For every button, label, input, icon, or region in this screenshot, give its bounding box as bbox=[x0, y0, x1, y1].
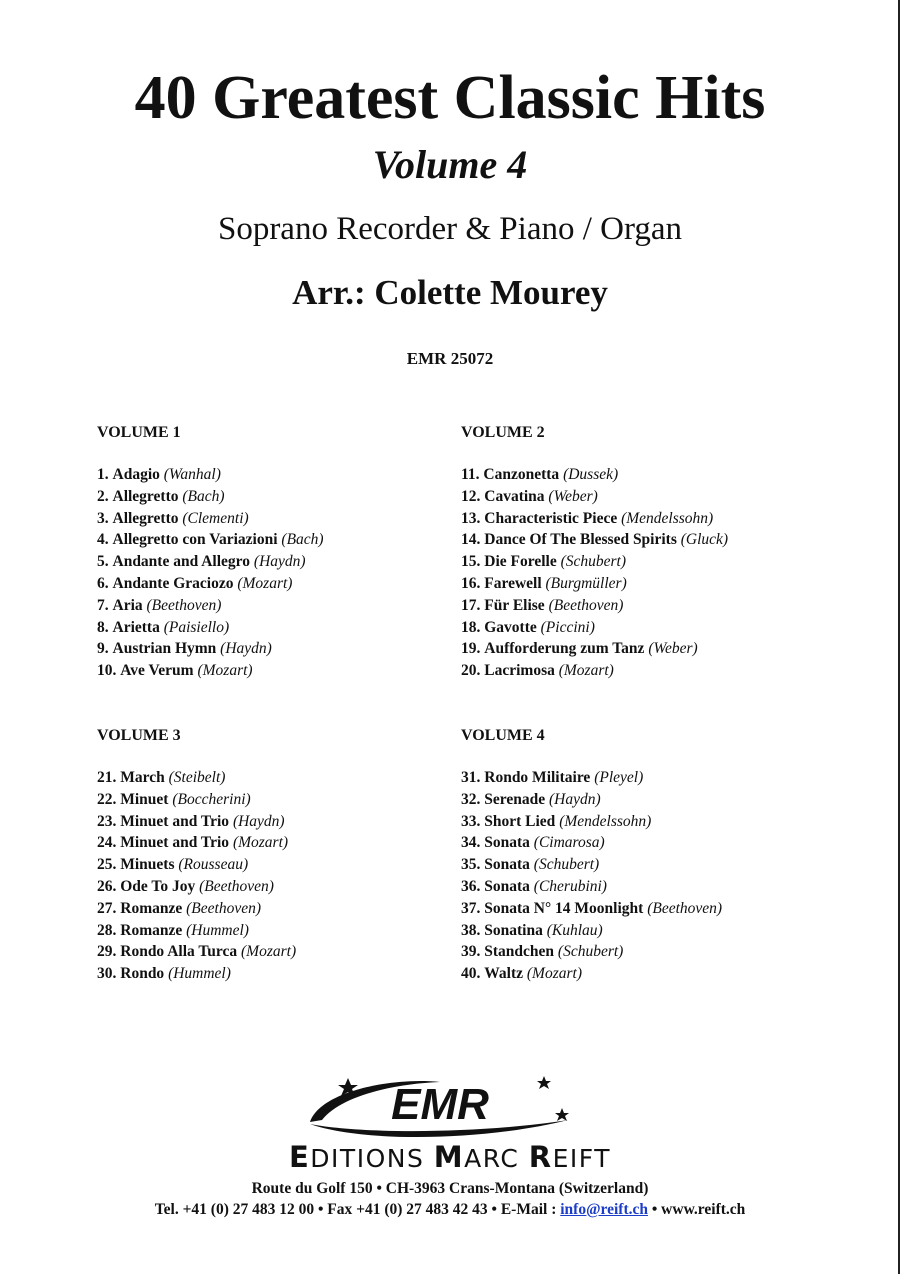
piece-title: Minuet and Trio bbox=[120, 812, 230, 830]
list-item bbox=[461, 789, 861, 811]
list-item bbox=[97, 963, 497, 985]
list-item bbox=[461, 508, 861, 530]
list-item bbox=[461, 660, 861, 682]
list-item bbox=[461, 638, 861, 660]
piece-title: Arietta bbox=[112, 618, 160, 636]
volume-4-list bbox=[461, 726, 861, 985]
list-item bbox=[97, 573, 497, 595]
list-item bbox=[97, 811, 497, 833]
piece-title: Rondo bbox=[120, 965, 165, 983]
piece-title: Minuet and Trio bbox=[120, 834, 230, 852]
piece-title: Allegretto bbox=[112, 487, 179, 505]
composer-name: (Haydn) bbox=[232, 812, 285, 830]
piece-title: Ave Verum bbox=[120, 662, 194, 680]
volume-heading: VOLUME 4 bbox=[461, 727, 545, 744]
piece-number: 17. bbox=[461, 596, 481, 614]
piece-number: 26. bbox=[97, 877, 117, 895]
composer-name: (Haydn) bbox=[253, 553, 306, 571]
piece-number: 32. bbox=[461, 790, 481, 808]
piece-title: March bbox=[120, 769, 165, 786]
piece-title: Rondo Militaire bbox=[484, 769, 591, 786]
list-item bbox=[461, 486, 861, 508]
list-item bbox=[97, 529, 497, 551]
composer-name: (Schubert) bbox=[560, 553, 626, 571]
piece-number: 35. bbox=[461, 856, 481, 874]
list-item bbox=[97, 464, 497, 486]
composer-name: (Boccherini) bbox=[172, 790, 251, 808]
email-link[interactable]: info@reift.ch bbox=[560, 1201, 648, 1218]
composer-name: (Mozart) bbox=[237, 574, 293, 592]
list-item bbox=[461, 941, 861, 963]
piece-number: 10. bbox=[97, 662, 117, 680]
piece-number: 34. bbox=[461, 834, 481, 852]
list-item bbox=[97, 920, 497, 942]
composer-name: (Haydn) bbox=[220, 640, 272, 658]
volume-2-list bbox=[461, 423, 861, 682]
composer-name: (Schubert) bbox=[557, 943, 624, 961]
piece-number: 31. bbox=[461, 769, 481, 786]
arranger: Arr.: Colette Mourey bbox=[292, 273, 608, 312]
composer-name: (Wanhal) bbox=[163, 466, 221, 483]
composer-name: (Bach) bbox=[182, 487, 225, 505]
piece-number: 40. bbox=[461, 965, 481, 983]
composer-name: (Gluck) bbox=[680, 531, 729, 549]
publisher-initial: R bbox=[528, 1140, 553, 1174]
volume-3-list bbox=[97, 726, 497, 985]
list-item bbox=[461, 898, 861, 920]
piece-title: Serenade bbox=[484, 790, 546, 808]
piece-number: 22. bbox=[97, 790, 117, 808]
piece-number: 16. bbox=[461, 574, 481, 592]
piece-number: 39. bbox=[461, 943, 481, 961]
catalog-number: EMR 25072 bbox=[406, 349, 494, 368]
piece-title: Gavotte bbox=[484, 618, 537, 636]
piece-number: 24. bbox=[97, 834, 117, 852]
list-item bbox=[97, 854, 497, 876]
composer-name: (Mozart) bbox=[558, 662, 614, 680]
piece-title: Sonata bbox=[484, 877, 530, 895]
piece-title: Aufforderung zum Tanz bbox=[484, 640, 645, 658]
piece-number: 14. bbox=[461, 531, 481, 549]
composer-name: (Steibelt) bbox=[168, 769, 226, 786]
volume-heading: VOLUME 1 bbox=[97, 424, 181, 441]
piece-title: Sonatina bbox=[484, 921, 543, 939]
emr-logo bbox=[300, 1072, 580, 1142]
piece-title: Minuet bbox=[120, 790, 169, 808]
instrumentation: Soprano Recorder & Piano / Organ bbox=[217, 211, 683, 247]
piece-number: 38. bbox=[461, 921, 481, 939]
list-item bbox=[97, 617, 497, 639]
piece-number: 18. bbox=[461, 618, 481, 636]
composer-name: (Mendelssohn) bbox=[559, 812, 652, 830]
composer-name: (Rousseau) bbox=[178, 856, 249, 874]
volume-heading: VOLUME 2 bbox=[461, 424, 545, 441]
list-item bbox=[97, 486, 497, 508]
composer-name: (Mendelssohn) bbox=[621, 509, 714, 527]
composer-name: (Cherubini) bbox=[533, 877, 607, 895]
composer-name: (Weber) bbox=[648, 640, 698, 658]
list-item bbox=[461, 963, 861, 985]
publisher-initial: E bbox=[288, 1140, 311, 1174]
composer-name: (Piccini) bbox=[540, 618, 595, 636]
composer-name: (Clementi) bbox=[182, 509, 249, 527]
composer-name: (Cimarosa) bbox=[533, 834, 605, 852]
piece-number: 13. bbox=[461, 509, 481, 527]
piece-title: Sonata bbox=[484, 856, 530, 874]
piece-number: 11. bbox=[461, 466, 480, 483]
piece-number: 20. bbox=[461, 662, 481, 680]
piece-number: 21. bbox=[97, 769, 117, 786]
list-item bbox=[97, 789, 497, 811]
volume-1-list bbox=[97, 423, 497, 682]
piece-number: 2. bbox=[97, 487, 109, 505]
publisher-contact bbox=[0, 1199, 900, 1221]
composer-name: (Mozart) bbox=[526, 965, 582, 983]
piece-title: Adagio bbox=[112, 466, 160, 483]
piece-title: Lacrimosa bbox=[484, 662, 555, 680]
piece-title: Romanze bbox=[120, 921, 183, 939]
piece-number: 1. bbox=[97, 466, 109, 483]
piece-number: 3. bbox=[97, 509, 109, 527]
list-item bbox=[461, 551, 861, 573]
list-item bbox=[461, 464, 861, 486]
list-item bbox=[97, 767, 497, 789]
piece-title: Dance Of The Blessed Spirits bbox=[484, 531, 677, 549]
list-item bbox=[97, 898, 497, 920]
composer-name: (Dussek) bbox=[563, 466, 619, 483]
composer-name: (Beethoven) bbox=[199, 877, 274, 895]
list-item bbox=[97, 876, 497, 898]
piece-number: 37. bbox=[461, 899, 481, 917]
piece-title: Characteristic Piece bbox=[484, 509, 618, 527]
piece-title: Standchen bbox=[484, 943, 555, 961]
volume-subtitle: Volume 4 bbox=[372, 142, 528, 187]
composer-name: (Mozart) bbox=[232, 834, 289, 852]
contact-website: • www.reift.ch bbox=[648, 1201, 746, 1218]
piece-title: Aria bbox=[112, 596, 143, 614]
list-item bbox=[461, 876, 861, 898]
piece-title: Andante and Allegro bbox=[112, 553, 251, 571]
piece-number: 30. bbox=[97, 965, 117, 983]
logo-text: EMR bbox=[391, 1080, 489, 1129]
publisher-word: ARC bbox=[464, 1144, 529, 1173]
piece-number: 33. bbox=[461, 812, 481, 830]
piece-title: Sonata N° 14 Moonlight bbox=[484, 899, 644, 917]
list-item bbox=[97, 508, 497, 530]
composer-name: (Schubert) bbox=[533, 856, 600, 874]
composer-name: (Pleyel) bbox=[594, 769, 644, 786]
piece-title: Farewell bbox=[484, 574, 542, 592]
piece-number: 23. bbox=[97, 812, 117, 830]
piece-title: Ode To Joy bbox=[120, 877, 196, 895]
list-item bbox=[97, 941, 497, 963]
composer-name: (Beethoven) bbox=[186, 899, 261, 917]
piece-title: Allegretto bbox=[112, 509, 179, 527]
list-item bbox=[461, 595, 861, 617]
list-item bbox=[461, 767, 861, 789]
publisher-name bbox=[0, 1140, 900, 1176]
piece-title: Romanze bbox=[120, 899, 183, 917]
publisher-initial: M bbox=[433, 1140, 465, 1174]
composer-name: (Haydn) bbox=[548, 790, 601, 808]
list-item bbox=[461, 811, 861, 833]
publisher-address: Route du Golf 150 • CH-3963 Crans-Montana (Switzerland) bbox=[251, 1180, 649, 1197]
piece-number: 4. bbox=[97, 531, 109, 549]
piece-number: 36. bbox=[461, 877, 481, 895]
piece-title: Allegretto con Variazioni bbox=[112, 531, 278, 549]
piece-title: Die Forelle bbox=[484, 553, 557, 571]
piece-number: 5. bbox=[97, 553, 109, 571]
list-item bbox=[461, 854, 861, 876]
composer-name: (Burgmüller) bbox=[545, 574, 627, 592]
list-item bbox=[461, 617, 861, 639]
list-item bbox=[461, 573, 861, 595]
piece-title: Sonata bbox=[484, 834, 530, 852]
composer-name: (Beethoven) bbox=[146, 596, 222, 614]
composer-name: (Bach) bbox=[281, 531, 324, 549]
piece-title: Canzonetta bbox=[483, 466, 560, 483]
composer-name: (Paisiello) bbox=[163, 618, 230, 636]
piece-title: Cavatina bbox=[484, 487, 545, 505]
piece-number: 12. bbox=[461, 487, 481, 505]
composer-name: (Mozart) bbox=[241, 943, 297, 961]
piece-number: 7. bbox=[97, 596, 109, 614]
contact-phone-fax: Tel. +41 (0) 27 483 12 00 • Fax +41 (0) 27 483 42 43 • E-Mail : bbox=[154, 1201, 561, 1218]
composer-name: (Weber) bbox=[548, 487, 598, 505]
piece-number: 27. bbox=[97, 899, 117, 917]
piece-number: 19. bbox=[461, 640, 481, 658]
composer-name: (Kuhlau) bbox=[546, 921, 603, 939]
piece-title: Austrian Hymn bbox=[112, 640, 217, 658]
composer-name: (Beethoven) bbox=[647, 899, 723, 917]
piece-title: Waltz bbox=[484, 965, 523, 983]
piece-title: Short Lied bbox=[484, 812, 556, 830]
volume-heading: VOLUME 3 bbox=[97, 727, 181, 744]
list-item bbox=[461, 832, 861, 854]
composer-name: (Hummel) bbox=[186, 921, 249, 939]
list-item bbox=[97, 638, 497, 660]
publisher-word: EIFT bbox=[552, 1144, 611, 1173]
piece-number: 29. bbox=[97, 943, 117, 961]
piece-title: Für Elise bbox=[484, 596, 545, 614]
list-item bbox=[461, 529, 861, 551]
piece-number: 25. bbox=[97, 856, 117, 874]
piece-number: 15. bbox=[461, 553, 481, 571]
list-item bbox=[461, 920, 861, 942]
composer-name: (Hummel) bbox=[168, 965, 231, 983]
list-item bbox=[97, 832, 497, 854]
piece-title: Rondo Alla Turca bbox=[120, 943, 238, 961]
piece-number: 6. bbox=[97, 574, 109, 592]
page-title: 40 Greatest Classic Hits bbox=[134, 64, 766, 132]
piece-number: 28. bbox=[97, 921, 117, 939]
piece-title: Andante Graciozo bbox=[112, 574, 234, 592]
piece-title: Minuets bbox=[120, 856, 175, 874]
list-item bbox=[97, 551, 497, 573]
piece-number: 8. bbox=[97, 618, 109, 636]
list-item bbox=[97, 595, 497, 617]
composer-name: (Beethoven) bbox=[548, 596, 624, 614]
publisher-word: DITIONS bbox=[310, 1144, 434, 1173]
piece-number: 9. bbox=[97, 640, 109, 658]
composer-name: (Mozart) bbox=[197, 662, 253, 680]
list-item bbox=[97, 660, 497, 682]
